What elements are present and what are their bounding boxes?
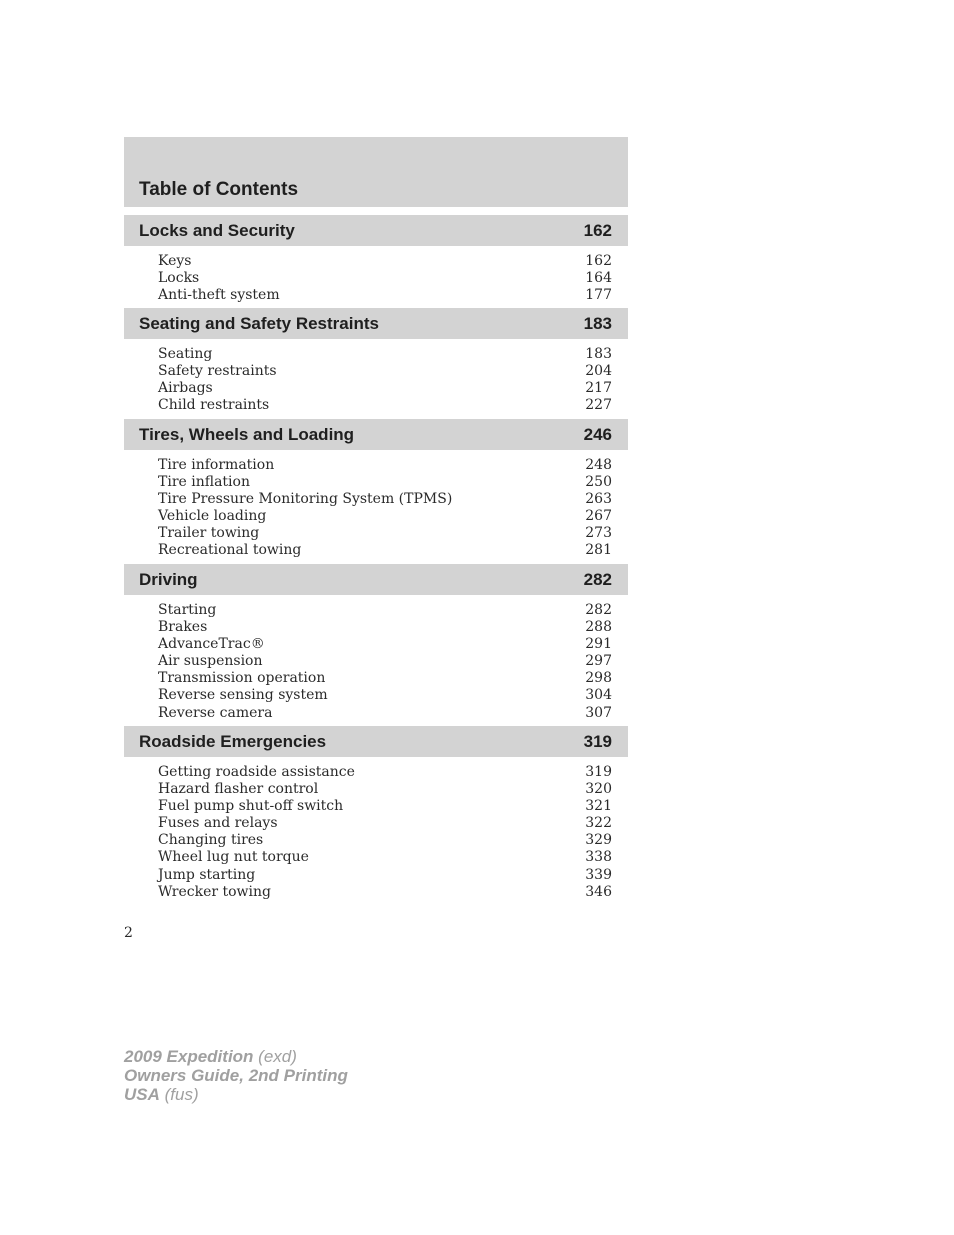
toc-item-label: Anti-theft system xyxy=(158,287,280,304)
toc-item[interactable] xyxy=(124,346,628,363)
toc-item-page: 217 xyxy=(585,380,612,397)
toc-item[interactable] xyxy=(124,363,628,380)
toc-item[interactable] xyxy=(124,764,628,781)
toc-item-page: 282 xyxy=(585,602,612,618)
toc-item-page: 267 xyxy=(585,508,612,525)
section-page: 162 xyxy=(583,221,612,240)
toc-item-label: Wheel lug nut torque xyxy=(158,849,309,866)
toc-item-page: 250 xyxy=(585,474,612,491)
footer-region-code: (fus) xyxy=(164,1085,199,1104)
section-header[interactable] xyxy=(124,215,628,246)
toc-item-page: 162 xyxy=(585,253,612,269)
toc-header xyxy=(124,137,628,207)
toc-item[interactable] xyxy=(124,798,628,815)
section-page: 282 xyxy=(583,570,612,589)
toc-item[interactable] xyxy=(124,602,628,619)
toc-item-label: Fuses and relays xyxy=(158,815,278,832)
toc-item-page: 227 xyxy=(585,397,612,414)
toc-item-page: 346 xyxy=(585,883,612,900)
toc-item[interactable] xyxy=(124,397,628,414)
toc-item-label: Tire information xyxy=(158,457,275,473)
toc-item-page: 177 xyxy=(585,287,612,304)
toc-item-page: 164 xyxy=(585,270,612,287)
toc-section-locks-and-security xyxy=(124,215,628,304)
toc-item[interactable] xyxy=(124,653,628,670)
toc-item[interactable] xyxy=(124,636,628,653)
section-page: 319 xyxy=(583,732,612,751)
toc-item-label: Keys xyxy=(158,253,192,269)
section-page: 183 xyxy=(583,314,612,333)
footer-model: 2009 Expedition xyxy=(124,1047,254,1066)
toc-item[interactable] xyxy=(124,287,628,304)
toc-item[interactable] xyxy=(124,508,628,525)
toc-item-label: Transmission operation xyxy=(158,670,326,687)
footer-guide: Owners Guide, 2nd Printing xyxy=(124,1066,348,1085)
toc-item-label: Vehicle loading xyxy=(158,508,267,525)
toc-item-page: 204 xyxy=(585,363,612,380)
section-header[interactable] xyxy=(124,726,628,757)
section-header[interactable] xyxy=(124,419,628,450)
section-title: Driving xyxy=(139,570,198,589)
toc-item[interactable] xyxy=(124,380,628,397)
section-title: Seating and Safety Restraints xyxy=(139,314,379,333)
toc-section-tires-wheels-and-loading xyxy=(124,419,628,560)
toc-item-label: Seating xyxy=(158,346,213,362)
toc-item-label: Reverse camera xyxy=(158,704,273,721)
toc-item-page: 297 xyxy=(585,653,612,670)
toc-item-page: 321 xyxy=(585,798,612,815)
toc-item-page: 322 xyxy=(585,815,612,832)
page-number: 2 xyxy=(124,925,133,941)
footer xyxy=(124,1047,348,1104)
toc-item[interactable] xyxy=(124,815,628,832)
toc-item[interactable] xyxy=(124,849,628,866)
toc-item-page: 183 xyxy=(585,346,612,362)
toc-item-label: Air suspension xyxy=(158,653,263,670)
toc-item[interactable] xyxy=(124,525,628,542)
toc-item-label: Jump starting xyxy=(158,866,256,883)
toc-item-label: Starting xyxy=(158,602,217,618)
toc-item-page: 329 xyxy=(585,832,612,849)
toc-item[interactable] xyxy=(124,781,628,798)
toc-item-label: Reverse sensing system xyxy=(158,687,328,704)
footer-line-region xyxy=(124,1085,348,1104)
toc-section-seating-and-safety-restraints xyxy=(124,308,628,414)
toc-item-label: Getting roadside assistance xyxy=(158,764,355,780)
toc-item-page: 288 xyxy=(585,619,612,636)
section-header[interactable] xyxy=(124,564,628,595)
toc-item-label: Brakes xyxy=(158,619,208,636)
toc-item-page: 263 xyxy=(585,491,612,508)
section-title: Roadside Emergencies xyxy=(139,732,327,751)
toc-item-page: 248 xyxy=(585,457,612,473)
toc-item[interactable] xyxy=(124,867,628,884)
toc-item-page: 319 xyxy=(585,764,612,780)
toc-item-page: 281 xyxy=(585,542,612,559)
toc-item-page: 307 xyxy=(585,704,612,721)
toc-item[interactable] xyxy=(124,474,628,491)
toc-item-label: Safety restraints xyxy=(158,363,277,380)
page-title: Table of Contents xyxy=(139,179,299,200)
section-title: Tires, Wheels and Loading xyxy=(139,425,355,444)
toc-item-page: 320 xyxy=(585,781,612,798)
toc-item-label: Recreational towing xyxy=(158,542,302,559)
toc-item-label: Wrecker towing xyxy=(158,883,271,900)
toc-item-page: 304 xyxy=(585,687,612,704)
toc-item[interactable] xyxy=(124,542,628,559)
toc-item[interactable] xyxy=(124,670,628,687)
toc-item[interactable] xyxy=(124,619,628,636)
section-header[interactable] xyxy=(124,308,628,339)
toc-item[interactable] xyxy=(124,457,628,474)
toc-item-page: 273 xyxy=(585,525,612,542)
toc-item-label: Tire Pressure Monitoring System (TPMS) xyxy=(158,491,453,508)
toc-item[interactable] xyxy=(124,687,628,704)
toc-item-label: Child restraints xyxy=(158,397,270,414)
footer-line-model xyxy=(124,1047,348,1066)
footer-line-guide xyxy=(124,1066,348,1085)
footer-region: USA xyxy=(124,1085,160,1104)
toc-item-label: Locks xyxy=(158,270,200,287)
toc-item[interactable] xyxy=(124,253,628,270)
toc-item-label: Hazard flasher control xyxy=(158,781,319,798)
toc-item-page: 298 xyxy=(585,670,612,687)
toc-item-label: Changing tires xyxy=(158,832,264,849)
footer-model-code: (exd) xyxy=(258,1047,297,1066)
section-title: Locks and Security xyxy=(139,221,295,240)
toc-item-page: 339 xyxy=(585,866,612,883)
toc-item[interactable] xyxy=(124,491,628,508)
toc-section-roadside-emergencies xyxy=(124,726,628,901)
toc-item-label: Fuel pump shut-off switch xyxy=(158,798,344,815)
toc-item-page: 291 xyxy=(585,636,612,653)
toc-section-driving xyxy=(124,564,628,722)
toc-item[interactable] xyxy=(124,270,628,287)
section-page: 246 xyxy=(583,425,612,444)
toc-item-label: Trailer towing xyxy=(158,525,260,542)
toc-item-label: AdvanceTrac® xyxy=(158,636,265,653)
toc-item-label: Tire inflation xyxy=(158,474,250,491)
toc-item-label: Airbags xyxy=(158,380,213,397)
toc-item[interactable] xyxy=(124,832,628,849)
toc-item-page: 338 xyxy=(585,849,612,866)
toc-item[interactable] xyxy=(124,705,628,722)
toc-item[interactable] xyxy=(124,884,628,901)
